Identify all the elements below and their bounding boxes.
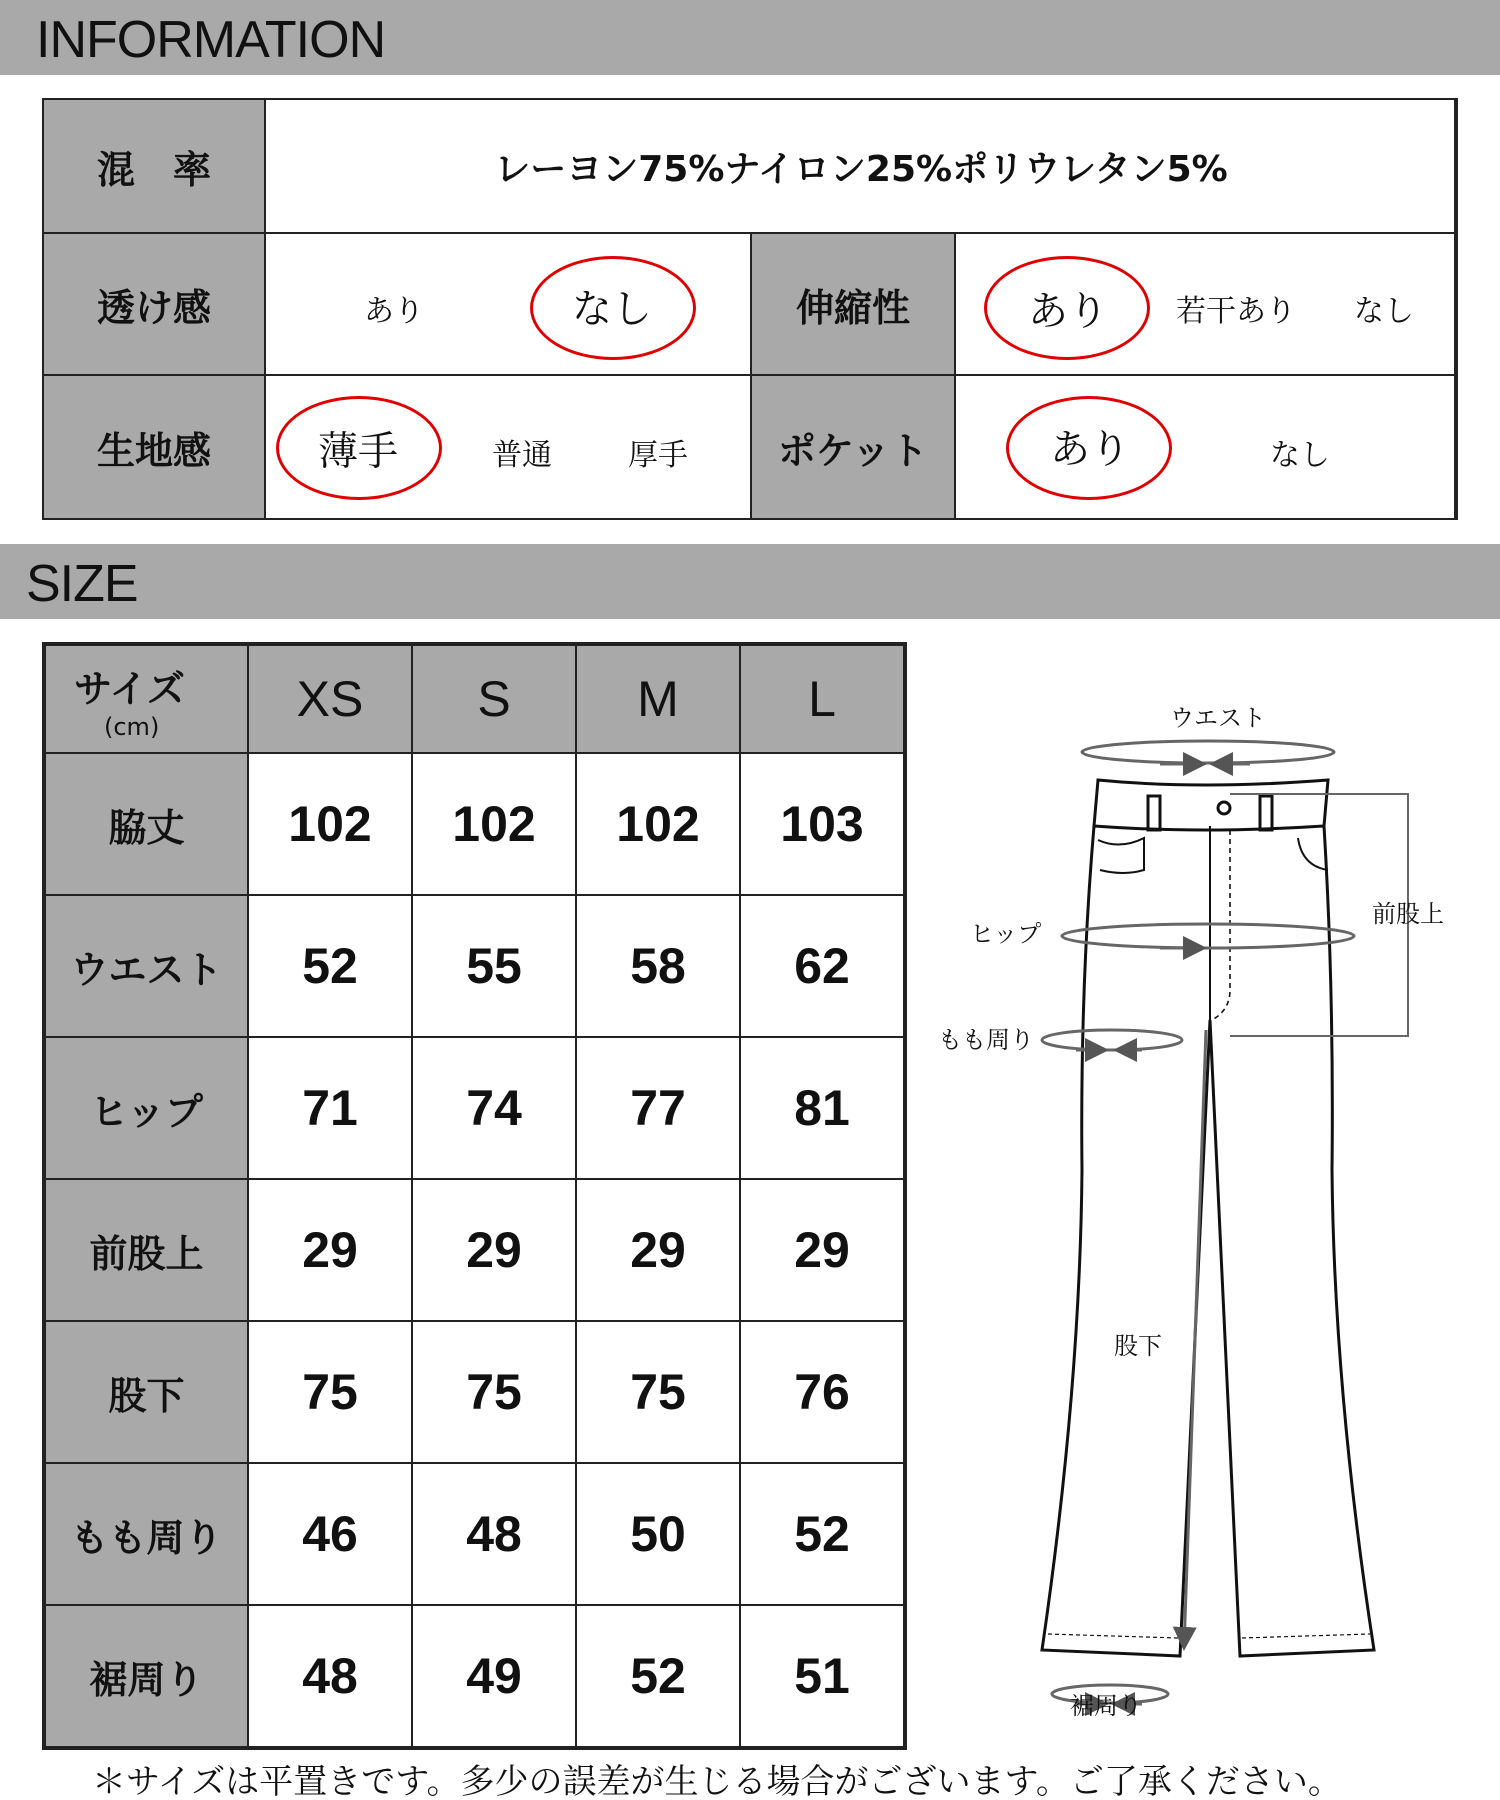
table-cell: 102 (248, 753, 412, 895)
size-unit: (cm) (104, 712, 160, 741)
table-cell: 49 (412, 1605, 576, 1747)
size-col-s: S (412, 645, 576, 753)
thickness-option-thin: 薄手 (318, 428, 398, 475)
row-label: ヒップ (45, 1037, 248, 1179)
pocket-options (954, 374, 1458, 520)
table-cell: 29 (740, 1179, 904, 1321)
table-cell: 75 (248, 1321, 412, 1463)
pocket-selected-circle (1006, 396, 1172, 500)
table-row (45, 1463, 904, 1605)
table-cell: 103 (740, 753, 904, 895)
table-row (45, 895, 904, 1037)
stretch-option-yes: あり (1028, 288, 1108, 335)
table-cell: 102 (412, 753, 576, 895)
table-cell: 48 (412, 1463, 576, 1605)
table-cell: 46 (248, 1463, 412, 1605)
table-cell: 50 (576, 1463, 740, 1605)
table-cell: 52 (576, 1605, 740, 1747)
row-label: もも周り (45, 1463, 248, 1605)
table-cell: 29 (576, 1179, 740, 1321)
information-table (42, 98, 1456, 520)
thickness-option-thick: 厚手 (628, 438, 688, 473)
diagram-label-front-rise: 前股上 (1372, 900, 1444, 928)
table-cell: 81 (740, 1037, 904, 1179)
table-cell: 29 (412, 1179, 576, 1321)
sheerness-label: 透け感 (42, 232, 266, 376)
diagram-label-thigh: もも周り (938, 1026, 1034, 1054)
table-row (45, 1179, 904, 1321)
row-label: 前股上 (45, 1179, 248, 1321)
size-col-l: L (740, 645, 904, 753)
information-header (0, 0, 1500, 75)
table-cell: 55 (412, 895, 576, 1037)
thickness-options (264, 374, 752, 520)
table-row (45, 753, 904, 895)
stretch-label: 伸縮性 (750, 232, 956, 376)
size-corner-label: サイズ (74, 666, 185, 711)
table-cell: 52 (248, 895, 412, 1037)
diagram-label-waist: ウエスト (1170, 704, 1266, 732)
stretch-option-slight: 若干あり (1176, 294, 1296, 329)
size-header-row (45, 645, 904, 753)
pocket-option-no: なし (1270, 438, 1330, 473)
table-cell: 74 (412, 1037, 576, 1179)
table-cell: 58 (576, 895, 740, 1037)
stretch-options (954, 232, 1458, 376)
diagram-label-hip: ヒップ (970, 920, 1042, 948)
size-note: ＊サイズは平置きです。多少の誤差が生じる場合がございます。ご了承ください。 (92, 1762, 1342, 1800)
table-cell: 75 (412, 1321, 576, 1463)
size-table (42, 642, 907, 1750)
table-cell: 71 (248, 1037, 412, 1179)
row-label: ウエスト (45, 895, 248, 1037)
sheerness-selected-circle (530, 256, 696, 360)
table-cell: 51 (740, 1605, 904, 1747)
sheerness-options (264, 232, 752, 376)
composition-label: 混 率 (42, 98, 266, 234)
thickness-label: 生地感 (42, 374, 266, 520)
thickness-selected-circle (276, 396, 442, 500)
table-cell: 62 (740, 895, 904, 1037)
row-label: 脇丈 (45, 753, 248, 895)
composition-value: レーヨン75%ナイロン25%ポリウレタン5% (264, 98, 1458, 234)
size-corner (45, 645, 248, 753)
table-cell: 76 (740, 1321, 904, 1463)
diagram-label-hem: 裾周り (1070, 1692, 1142, 1720)
table-cell: 102 (576, 753, 740, 895)
row-label: 裾周り (45, 1605, 248, 1747)
table-cell: 52 (740, 1463, 904, 1605)
table-cell: 48 (248, 1605, 412, 1747)
stretch-selected-circle (984, 256, 1150, 360)
pocket-option-yes: あり (1050, 426, 1130, 473)
size-col-xs: XS (248, 645, 412, 753)
pants-illustration (930, 690, 1470, 1730)
table-row (45, 1321, 904, 1463)
table-row (45, 1037, 904, 1179)
sheerness-option-no: なし (572, 286, 652, 333)
sheerness-option-yes: あり (364, 294, 424, 329)
pants-diagram (930, 690, 1470, 1730)
table-row (45, 1605, 904, 1747)
size-header (0, 544, 1500, 619)
size-title: SIZE (26, 555, 138, 613)
size-col-m: M (576, 645, 740, 753)
row-label: 股下 (45, 1321, 248, 1463)
table-cell: 29 (248, 1179, 412, 1321)
pocket-label: ポケット (750, 374, 956, 520)
diagram-label-inseam: 股下 (1114, 1332, 1162, 1360)
table-cell: 77 (576, 1037, 740, 1179)
stretch-option-no: なし (1354, 294, 1414, 329)
thickness-option-normal: 普通 (492, 438, 552, 473)
information-title: INFORMATION (36, 11, 386, 69)
table-cell: 75 (576, 1321, 740, 1463)
